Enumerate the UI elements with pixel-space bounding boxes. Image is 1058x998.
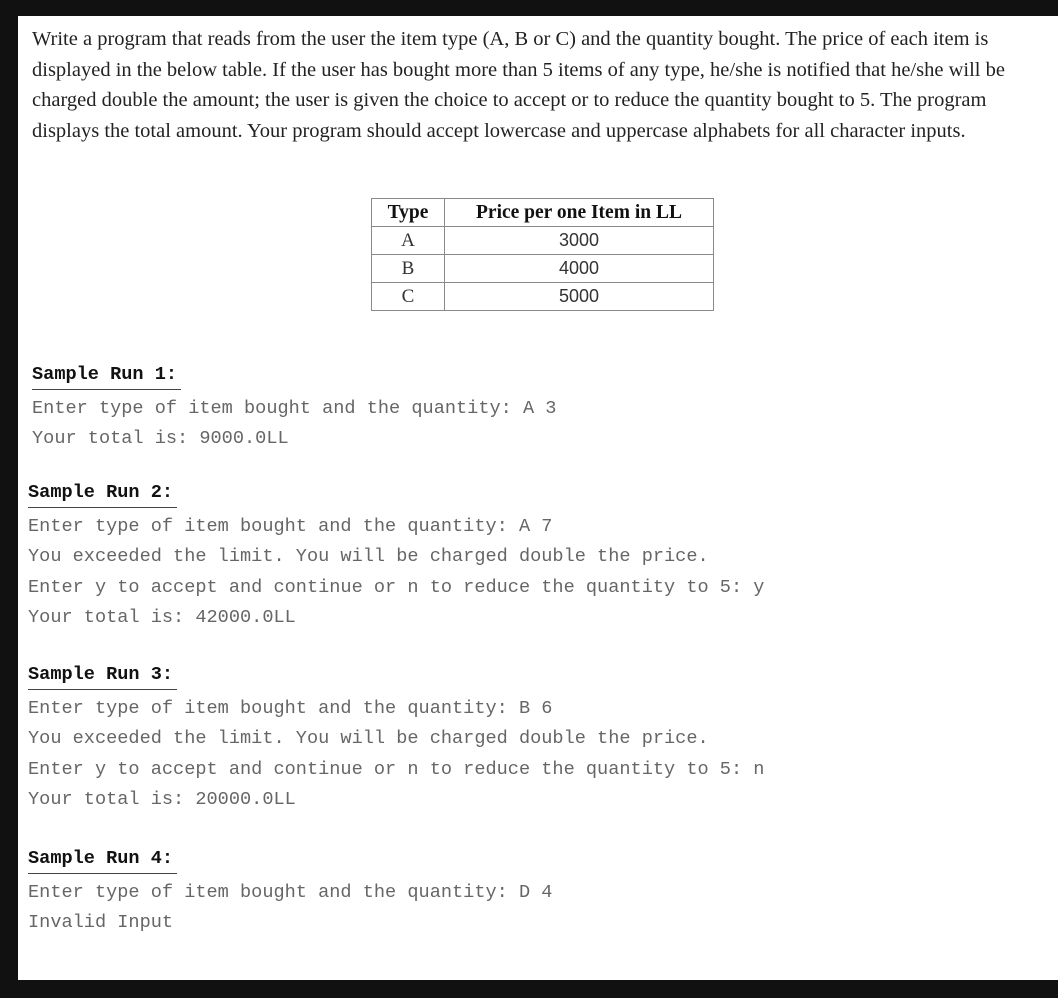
sample-run-title: Sample Run 4: [28,846,177,874]
console-line: Your total is: 42000.0LL [28,606,296,628]
console-line: You exceeded the limit. You will be charged double the price. [28,728,709,750]
header-type: Type [372,199,445,227]
sample-run-4 [28,846,552,939]
price-table-header-row [372,199,714,227]
console-line: Enter type of item bought and the quantity: A 7 [28,516,553,537]
console-line: Enter y to accept and continue or n to reduce the quantity to 5: y [28,576,765,598]
console-line: Invalid Input [28,912,174,934]
price-table [371,198,714,311]
console-line: Enter y to accept and continue or n to reduce the quantity to 5: n [28,758,765,780]
console-line: Your total is: 9000.0LL [32,428,289,450]
sample-run-title: Sample Run 2: [28,480,177,508]
price-cell: 3000 [445,227,714,255]
sample-run-2 [28,480,764,633]
table-row [372,283,714,311]
problem-statement: Write a program that reads from the user the item type (A, B or C) and the quantity bought. The price of each item is displayed in the below table. If the user has bought more than 5 items of any type, he/she is notified that he/she will be charged double the amount; the user is given the choice to accept or to reduce the quantity bought to 5. The program displays the total amount. Your program should accept lowercase and uppercase alphabets for all character inputs. [32,28,1005,142]
sample-run-title: Sample Run 3: [28,662,177,690]
type-cell: A [372,227,445,255]
console-line: Enter type of item bought and the quantity: B 6 [28,698,553,719]
type-cell: C [372,283,445,311]
sample-run-3 [28,662,764,815]
console-line: Your total is: 20000.0LL [28,788,296,810]
table-row [372,255,714,283]
type-cell: B [372,255,445,283]
document-page [18,16,1058,980]
sample-run-title: Sample Run 1: [32,362,181,390]
price-cell: 4000 [445,255,714,283]
table-row [372,227,714,255]
sample-run-1 [32,362,556,455]
console-line: Enter type of item bought and the quantity: D 4 [28,882,553,903]
header-price: Price per one Item in LL [445,199,714,227]
console-line: Enter type of item bought and the quantity: A 3 [32,398,557,419]
price-cell: 5000 [445,283,714,311]
console-line: You exceeded the limit. You will be charged double the price. [28,546,709,568]
